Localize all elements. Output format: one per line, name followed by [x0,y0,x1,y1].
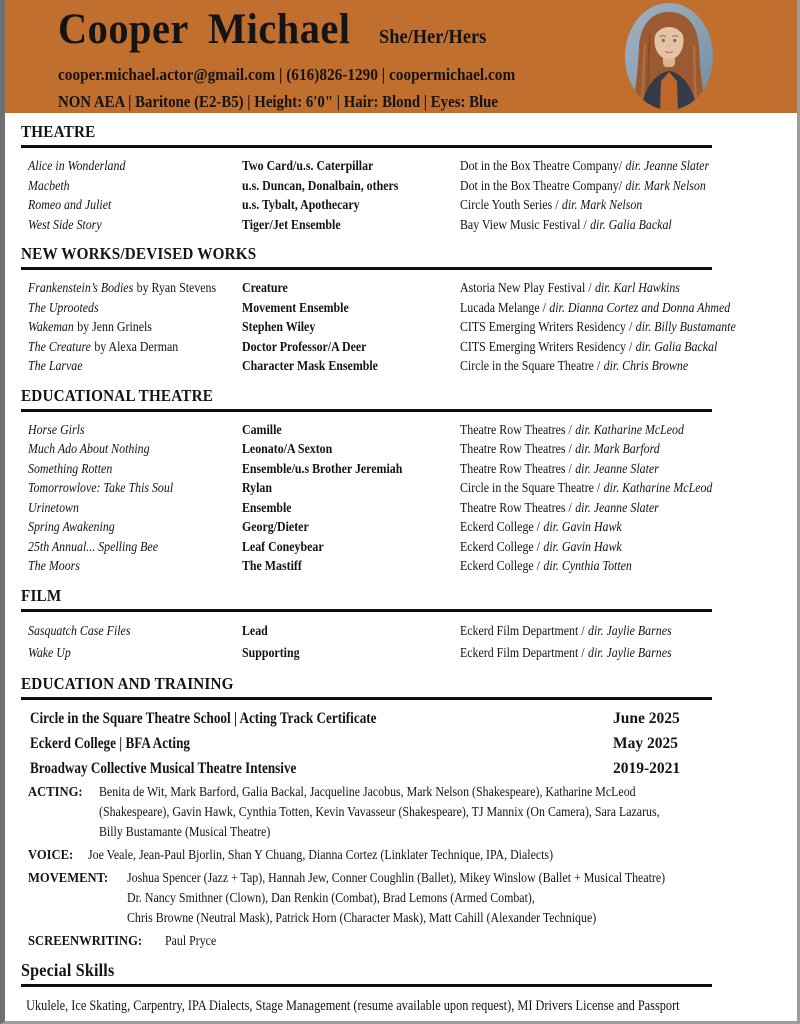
credit-row: Spring Awakening Georg/Dieter Eckerd College / dir. Gavin Hawk [28,520,622,535]
stats-line: NON AEA | Baritone (E2-B5) | Height: 6'0" | Hair: Blond | Eyes: Blue [58,92,499,111]
credit-row: The Uprooteds Movement Ensemble Lucada Melange / dir. Dianna Cortez and Donna Ahmed [28,300,731,316]
institution: Eckerd College | BFA Acting [30,734,191,752]
credit-row: Macbeth u.s. Duncan, Donalbain, others Dot in the Box Theatre Company/ dir. Mark Nelson [28,178,706,194]
credit-row: Wake Up Supporting Eckerd Film Department / dir. Jaylie Barnes [28,645,672,661]
credit-row: The Moors The Mastiff Eckerd College / dir. Cynthia Totten [28,559,632,574]
education-entry [30,706,797,731]
training-list [21,781,797,952]
credit-row: 25th Annual... Spelling Bee Leaf Coneybear Eckerd College / dir. Gavin Hawk [28,539,622,555]
training-line: Chris Browne (Neutral Mask), Patrick Horn (Character Mask), Matt Cahill (Alexander Technique) [127,910,597,926]
contact-line: cooper.michael.actor@gmail.com | (616)826-1290 | coopermichael.com [58,65,516,84]
training-label: ACTING: [28,784,83,800]
education-date: 2019-2021 [613,759,681,777]
resume-body [5,122,797,1016]
section-educational-theatre [21,386,797,577]
credit-row: Alice in Wonderland Two Card/u.s. Caterpillar Dot in the Box Theatre Company/ dir. Jeanne Slater [28,159,710,174]
training-line: Joe Veale, Jean-Paul Bjorlin, Shan Y Chuang, Dianna Cortez (Linklater Technique, IPA, Dialects) [88,847,554,863]
credit-row: The Larvae Character Mask Ensemble Circle in the Square Theatre / dir. Chris Browne [28,359,689,374]
section-heading-educational-theatre: EDUCATIONAL THEATRE [21,385,214,405]
training-line: Benita de Wit, Mark Barford, Galia Backal, Jacqueline Jacobus, Mark Nelson (Shakespeare), Katharine McLeod [98,784,636,800]
institution: Circle in the Square Theatre School | Acting Track Certificate [30,709,377,727]
training-entry-screenwriting [28,932,797,952]
section-heading-film: FILM [21,585,62,605]
section-heading-special-skills: Special Skills [21,959,115,980]
header-banner [5,0,797,113]
training-label: VOICE: [28,847,74,863]
theatre-rows [21,148,797,235]
credit-row: Sasquatch Case Files Lead Eckerd Film Department / dir. Jaylie Barnes [28,623,672,639]
credit-row: West Side Story Tiger/Jet Ensemble Bay View Music Festival / dir. Galia Backal [28,217,672,233]
education-entry [30,731,797,756]
new-works-rows [21,270,797,377]
training-line: (Shakespeare), Gavin Hawk, Cynthia Totten, Kevin Vavasseur (Shakespeare), TJ Mannix (On Camera), Sara Lazarus, [98,804,660,820]
credit-row: Romeo and Juliet u.s. Tybalt, Apothecary Circle Youth Series / dir. Mark Nelson [28,198,643,213]
training-line: Dr. Nancy Smithner (Clown), Dan Renkin (Combat), Brad Lemons (Armed Combat), [127,890,536,906]
section-heading-new-works: NEW WORKS/DEVISED WORKS [21,244,257,263]
special-skills-text: Ukulele, Ice Skating, Carpentry, IPA Dialects, Stage Management (resume available upon request), MI Drivers License and Passport [26,997,680,1014]
headshot-photo [625,3,713,110]
credit-row: Much Ado About Nothing Leonato/A Sexton Theatre Row Theatres / dir. Mark Barford [28,442,660,457]
training-label: SCREENWRITING: [28,933,143,949]
section-new-works [21,244,797,377]
education-date: May 2025 [613,734,679,752]
person-name: Cooper Michael [58,6,351,53]
section-film [21,586,797,665]
film-rows [21,612,797,665]
training-line: Billy Bustamante (Musical Theatre) [98,824,270,840]
credit-row: The Creature by Alexa Derman Doctor Professor/A Deer CITS Emerging Writers Residency / dir. Galia Backal [28,339,718,355]
training-entry-voice [28,846,797,866]
credit-row: Something Rotten Ensemble/u.s Brother Jeremiah Theatre Row Theatres / dir. Jeanne Slater [28,461,659,477]
headshot-illustration [625,3,713,110]
credit-row: Horse Girls Camille Theatre Row Theatres / dir. Katharine McLeod [28,422,684,438]
training-label: MOVEMENT: [28,870,109,886]
section-education-training [21,674,797,952]
institution: Broadway Collective Musical Theatre Intensive [30,759,297,777]
credit-row: Urinetown Ensemble Theatre Row Theatres / dir. Jeanne Slater [28,500,659,516]
credit-row: Wakeman by Jenn Grinels Stephen Wiley CITS Emerging Writers Residency / dir. Billy Bustamante [28,320,736,335]
training-entry-movement [28,869,797,929]
training-entry-acting [28,783,797,843]
section-heading-theatre: THEATRE [21,122,96,141]
pronouns: She/Her/Hers [379,26,487,48]
training-line: Paul Pryce [164,933,217,949]
section-rule [21,984,712,987]
education-entry [30,756,797,781]
section-theatre [21,122,797,235]
education-entries [21,700,797,781]
training-line: Joshua Spencer (Jazz + Tap), Hannah Jew, Conner Coughlin (Ballet), Mikey Winslow (Ballet + Musical Theatre) [127,870,666,886]
credit-row: Tomorrowlove: Take This Soul Rylan Circle in the Square Theatre / dir. Katharine McLeod [28,481,713,496]
section-heading-education-training: EDUCATION AND TRAINING [21,673,234,693]
educational-theatre-rows [21,412,797,577]
section-special-skills [21,961,797,1016]
credit-row: Frankenstein’s Bodies by Ryan Stevens Creature Astoria New Play Festival / dir. Karl Hawkins [28,281,680,296]
education-date: June 2025 [613,709,680,727]
